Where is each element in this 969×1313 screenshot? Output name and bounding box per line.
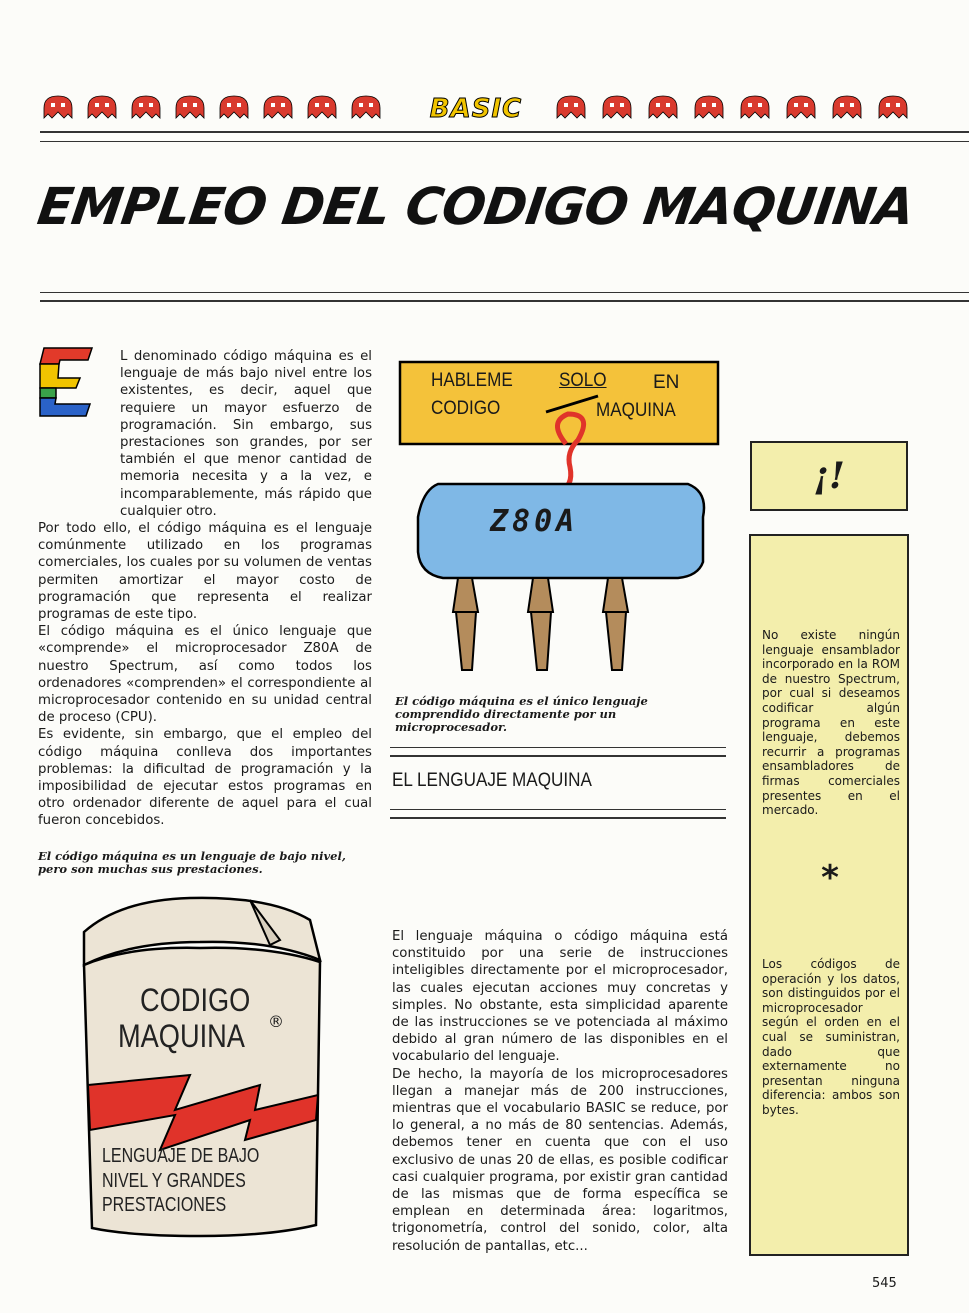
- page-number: 545: [872, 1276, 897, 1291]
- title-rule-bottom: [40, 300, 969, 302]
- section-rule-top: [390, 747, 726, 748]
- paragraph-3: El código máquina es el único lenguaje que «comprende» el microprocesador Z80A de nuestro Spectrum, así como todos los ordenadores «comprenden» el correspondiente al microprocesador contenido en su unidad central de proceso (CPU).: [38, 624, 372, 726]
- section-rule-top-2: [390, 755, 726, 757]
- mid-paragraph-2: De hecho, la mayoría de los microprocesadores llegan a manejar más de 200 instrucciones, mientras que el vocabulario BASIC se reduce, por lo general, a no más de 80 sentencias. Además, debemos tener en cuenta que con el uso exclusivo de unas 20 de ellas, es posible codificar casi cualquier programa, por existir gran cantidad de las mismas que de forma específica se emplean en determinada área: logaritmos, trigonometría, control del sonido, color, alta resolución de pantallas, etc...: [392, 1066, 728, 1254]
- asterisk-separator: *: [821, 858, 839, 898]
- box-line-2: MAQUINA: [118, 1018, 245, 1054]
- codigo-maquina-box-illustration: [70, 880, 335, 1245]
- left-column-text: [38, 348, 372, 830]
- chip-label: Z80A: [490, 504, 579, 539]
- exclamation-box: ¡!: [750, 441, 908, 511]
- invader-row-left: [40, 92, 385, 124]
- sign-word-codigo: CODIGO: [431, 398, 501, 419]
- sidebar-note-1: No existe ningún lenguaje ensamblador incorporado en la ROM de nuestro Spectrum, por cual si deseamos codificar algún programa en este lenguaje, debemos recurrir a programas ensambladores de firmas comerciales presentes en el mercado.: [762, 628, 900, 818]
- box-line-1: CODIGO: [140, 982, 251, 1018]
- header-rule-top: [40, 131, 969, 133]
- header-rule-bottom: [40, 141, 969, 142]
- sign-word-en: EN: [653, 372, 680, 393]
- title-rule-top: [40, 292, 969, 293]
- box-bottom-line-2: NIVEL Y GRANDES: [102, 1170, 246, 1192]
- section-rule-bottom: [390, 809, 726, 810]
- z80a-chip-illustration: [398, 352, 723, 682]
- section-rule-bottom-2: [390, 817, 726, 819]
- paragraph-1: L denominado código máquina es el lenguaje de más bajo nivel entre los existentes, es decir, aquel que requiere un mayor esfuerzo de programación. Sin embargo, sus prestaciones son grandes, por ser también el que menor cantidad de memoria necesita y a la vez, e incomparablemente, más rápido que cualquier otro.: [120, 349, 372, 519]
- basic-logo: [428, 92, 524, 126]
- paragraph-2: Por todo ello, el código máquina es el lenguaje comúnmente utilizado en los programas comerciales, los cuales por su volumen de ventas permiten amortizar el mayor costo de programación que representa el realizar programas de este tipo.: [38, 521, 372, 623]
- sign-word-maquina: MAQUINA: [596, 400, 676, 421]
- page-title: EMPLEO DEL CODIGO MAQUINA: [33, 178, 918, 237]
- basic-logo-text: BASIC: [429, 94, 523, 124]
- box-caption: El código máquina es un lenguaje de bajo nivel, pero son muchas sus prestaciones.: [38, 849, 346, 876]
- box-bottom-line-3: PRESTACIONES: [102, 1194, 227, 1216]
- invader-row-right: [553, 92, 913, 124]
- mid-paragraph-1: El lenguaje máquina o código máquina está constituido por una serie de instrucciones inteligibles directamente por el microprocesador, las cuales ejecutan acciones muy concretas y simples. No obstante, esta simplicidad aparente de las instrucciones se ve potenciada al máximo debido al gran número de las disponibles en el vocabulario del lenguaje.: [392, 929, 728, 1065]
- sign-word-solo: SOLO: [559, 370, 607, 391]
- registered-mark: ®: [268, 1012, 284, 1031]
- paragraph-4: Es evidente, sin embargo, que el empleo del código máquina conlleva dos importantes problemas: la dificultad de programación y la imposibilidad de ejecutar estos programas en otro ordenador diferente de aquel para el cual fueron concebidos.: [38, 727, 372, 829]
- box-bottom-line-1: LENGUAJE DE BAJO: [102, 1145, 260, 1167]
- middle-column-text: [392, 928, 728, 1255]
- chip-caption: El código máquina es el único lenguaje comprendido directamente por un microprocesador.: [395, 694, 648, 734]
- sidebar-note-2: Los códigos de operación y los datos, son distinguidos por el microprocesador según el orden en el cual se suministran, dado que externamente no presentan ninguna diferencia: ambos son bytes.: [762, 957, 900, 1117]
- section-heading: EL LENGUAJE MAQUINA: [392, 770, 592, 791]
- sign-word-hableme: HABLEME: [431, 370, 513, 391]
